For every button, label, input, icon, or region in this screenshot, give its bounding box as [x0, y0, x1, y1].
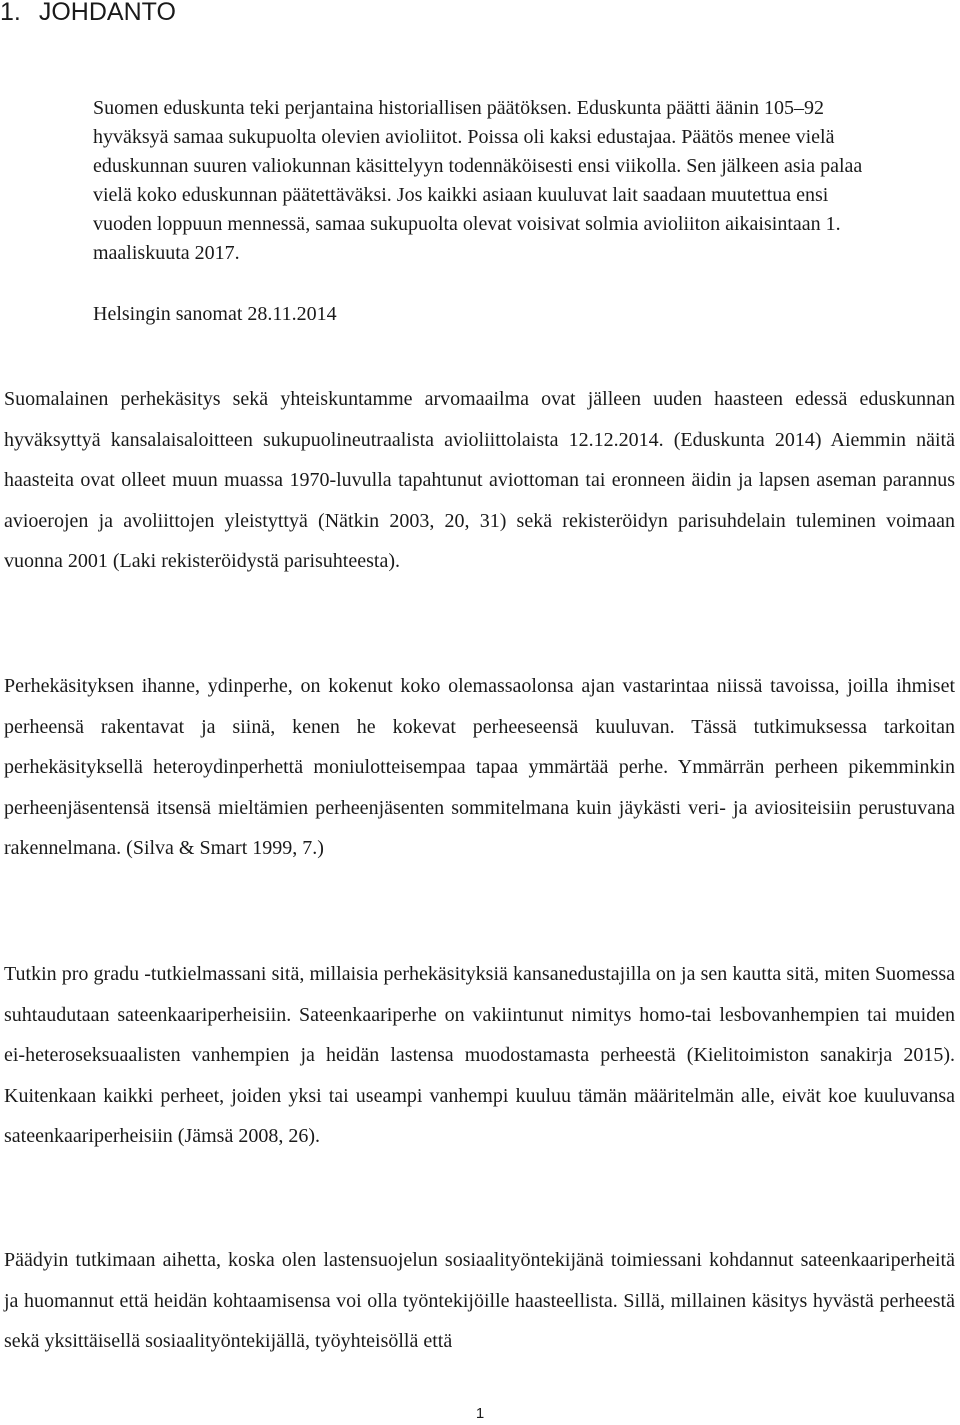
block-quote: Suomen eduskunta teki perjantaina historiallisen päätöksen. Eduskunta päätti äänin 105–92 hyväksyä samaa sukupuolta olevien avioliitot. Poissa oli kaksi edustajaa. Päätös menee vielä eduskunnan suuren valiokunnan käsittelyyn todennäköisesti ensi viikolla. Sen jälkeen asia palaa vielä koko eduskunnan päätettäväksi. Jos kaikki asiaan kuuluvat lait saadaan muutettua ensi vuoden loppuun mennessä, samaa sukupuolta olevat voisivat solmia avioliiton aikaisintaan 1. maaliskuuta 2017.	[93, 97, 863, 264]
chapter-number: 1.	[0, 0, 21, 26]
quote-source: Helsingin sanomat 28.11.2014	[93, 303, 337, 325]
chapter-title: JOHDANTO	[38, 0, 176, 26]
body-paragraph-2: Perhekäsityksen ihanne, ydinperhe, on kokenut koko olemassaolonsa ajan vastarintaa niissä tavoissa, joilla ihmiset perheensä rakentavat ja siinä, kenen he kokevat perheeseensä kuuluvan. Tässä tutkimuksessa tarkoitan perhekäsityksellä heteroydinperhettä moniulotteisempaa tapaa ymmärtää perhe. Ymmärrän perheen pikemminkin perheenjäsentensä itsensä mieltämien perheenjäsenten sommitelmana kuin jäykästi veri- ja aviositeisiin perustuvana rakennelmana. (Silva & Smart 1999, 7.)	[4, 675, 955, 859]
body-paragraph-1: Suomalainen perhekäsitys sekä yhteiskuntamme arvomaailma ovat jälleen uuden haasteen edessä eduskunnan hyväksyttyä kansalaisaloitteen sukupuolineutraalista avioliittolaista 12.12.2014. (Eduskunta 2014) Aiemmin näitä haasteita ovat olleet muun muassa 1970-luvulla tapahtunut aviottoman tai eronneen äidin ja lapsen aseman parannus avioerojen ja avoliittojen yleistyttyä (Nätkin 2003, 20, 31) sekä rekisteröidyn parisuhdelain tuleminen voimaan vuonna 2001 (Laki rekisteröidystä parisuhteesta).	[4, 388, 955, 572]
body-paragraph-3: Tutkin pro gradu -tutkielmassani sitä, millaisia perhekäsityksiä kansanedustajilla on ja sen kautta sitä, miten Suomessa suhtaudutaan sateenkaariperheisiin. Sateenkaariperhe on vakiintunut nimitys homo-tai lesbovanhempien tai muiden ei-heteroseksuaalisten vanhempien ja heidän lastensa muodostamasta perheestä (Kielitoimiston sanakirja 2015). Kuitenkaan kaikki perheet, joiden yksi tai useampi vanhempi kuuluu tämän määritelmän alle, eivät koe kuuluvansa sateenkaariperheisiin (Jämsä 2008, 26).	[4, 963, 955, 1147]
body-paragraph-4: Päädyin tutkimaan aihetta, koska olen lastensuojelun sosiaalityöntekijänä toimiessani kohdannut sateenkaariperheitä ja huomannut että heidän kohtaamisensa voi olla työntekijöille haasteellista. Sillä, millainen käsitys hyvästä perheestä sekä yksittäisellä sosiaalityöntekijällä, työyhteisöllä että	[4, 1249, 955, 1352]
page-number: 1	[475, 1405, 485, 1422]
chapter-heading	[0, 0, 176, 32]
